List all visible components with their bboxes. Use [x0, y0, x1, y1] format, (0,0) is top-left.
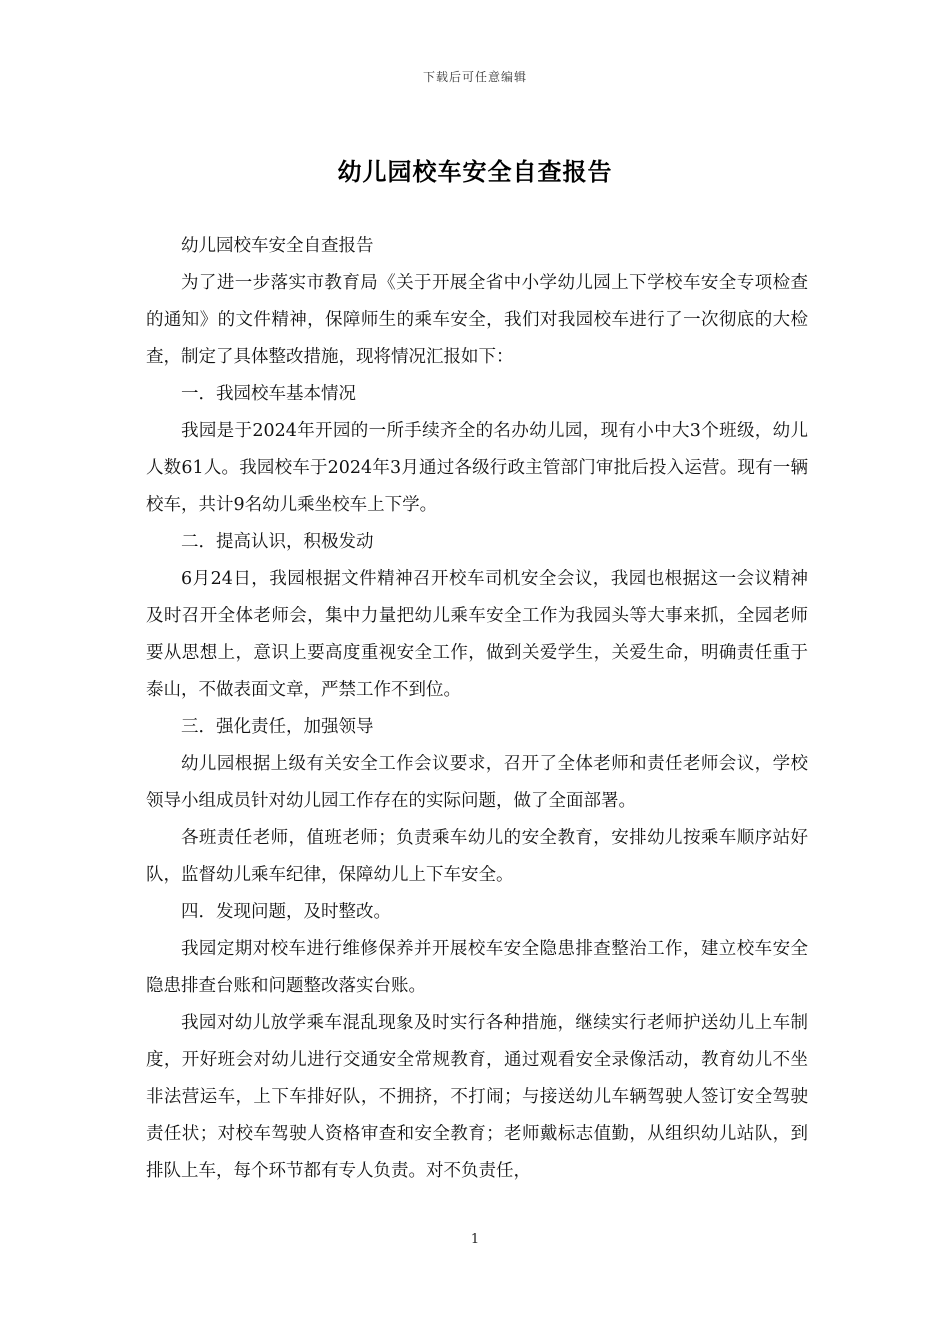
paragraph-section-3a: 幼儿园根据上级有关安全工作会议要求，召开了全体老师和责任老师会议，学校领导小组成员针对幼儿园工作存在的实际问题，做了全面部署。 — [146, 754, 808, 811]
paragraph-subtitle: 幼儿园校车安全自查报告 — [181, 236, 374, 256]
paragraph-intro: 为了进一步落实市教育局《关于开展全省中小学幼儿园上下学校车安全专项检查的通知》的文件精神，保障师生的乘车安全，我们对我园校车进行了一次彻底的大检查，制定了具体整改措施，现将情况汇报如下： — [146, 273, 808, 367]
document-body — [146, 228, 808, 1190]
section-heading-3: 三．强化责任，加强领导 — [181, 717, 374, 737]
page-number: 1 — [470, 1232, 480, 1247]
page-header: 下载后可任意编辑 — [422, 70, 527, 84]
paragraph-section-3b: 各班责任老师，值班老师；负责乘车幼儿的安全教育，安排幼儿按乘车顺序站好队，监督幼儿乘车纪律，保障幼儿上下车安全。 — [146, 828, 808, 885]
document-title: 幼儿园校车安全自查报告 — [337, 157, 613, 186]
section-heading-2: 二．提高认识，积极发动 — [181, 532, 374, 552]
section-heading-4: 四．发现问题，及时整改。 — [181, 902, 391, 922]
paragraph-section-4b: 我园对幼儿放学乘车混乱现象及时实行各种措施，继续实行老师护送幼儿上车制度，开好班会对幼儿进行交通安全常规教育，通过观看安全录像活动，教育幼儿不坐非法营运车，上下车排好队，不拥挤，不打闹；与接送幼儿车辆驾驶人签订安全驾驶责任状；对校车驾驶人资格审查和安全教育；老师戴标志值勤，从组织幼儿站队，到排队上车，每个环节都有专人负责。对不负责任， — [146, 1013, 808, 1181]
paragraph-section-4a: 我园定期对校车进行维修保养并开展校车安全隐患排查整治工作，建立校车安全隐患排查台账和问题整改落实台账。 — [146, 939, 808, 996]
section-heading-1: 一．我园校车基本情况 — [181, 384, 356, 404]
paragraph-section-1: 我园是于2024年开园的一所手续齐全的名办幼儿园，现有小中大3个班级，幼儿人数61人。我园校车于2024年3月通过各级行政主管部门审批后投入运营。现有一辆校车，共计9名幼儿乘坐校车上下学。 — [146, 421, 808, 515]
paragraph-section-2: 6月24日，我园根据文件精神召开校车司机安全会议，我园也根据这一会议精神及时召开全体老师会，集中力量把幼儿乘车安全工作为我园头等大事来抓，全园老师要从思想上，意识上要高度重视安全工作，做到关爱学生，关爱生命，明确责任重于泰山，不做表面文章，严禁工作不到位。 — [146, 569, 808, 700]
